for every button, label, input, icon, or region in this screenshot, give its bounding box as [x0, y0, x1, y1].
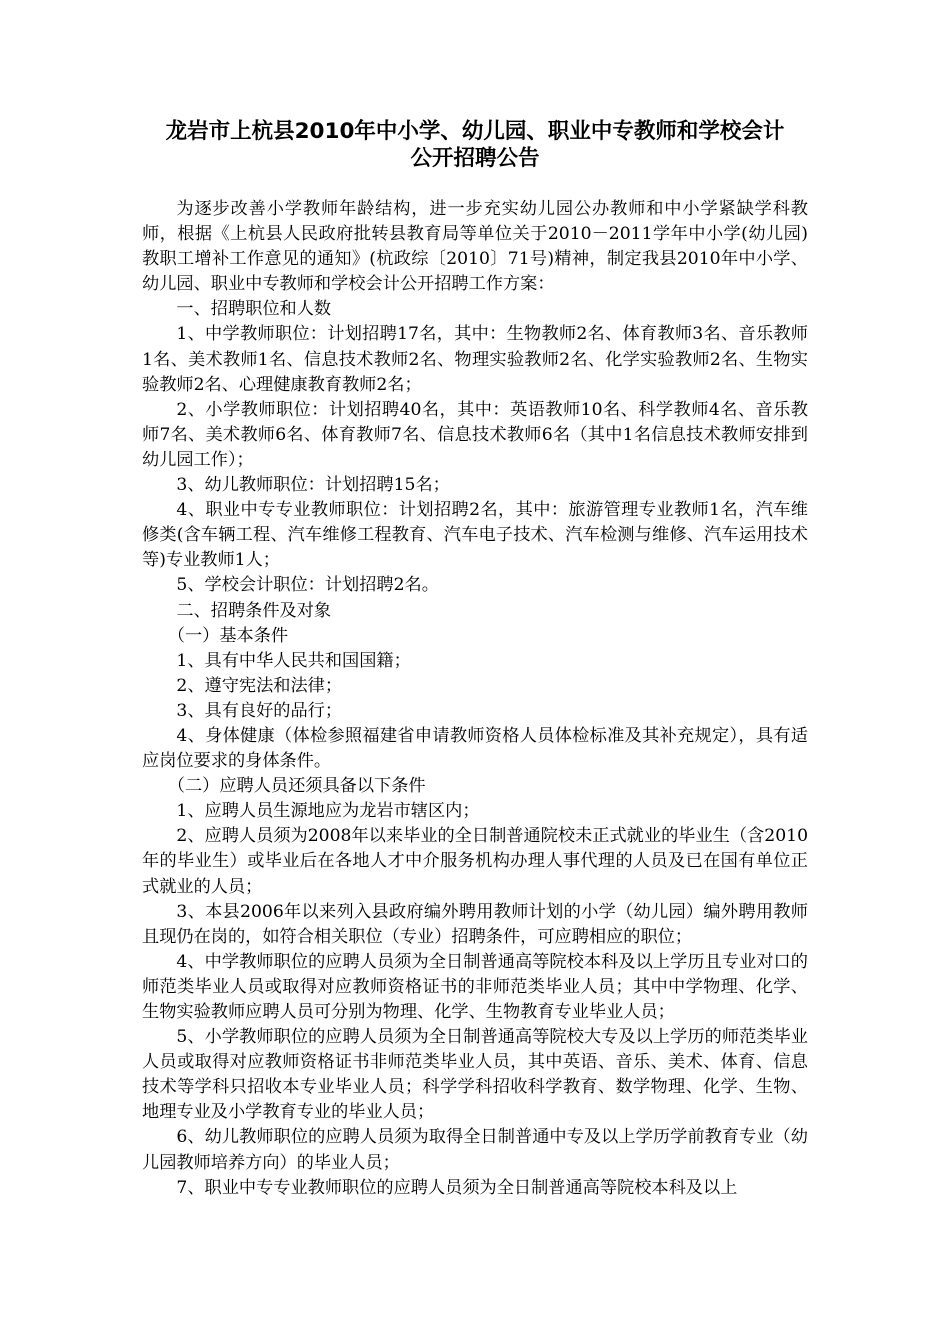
paragraph: 2、应聘人员须为2008年以来毕业的全日制普通院校未正式就业的毕业生（含2010年的毕业生）或毕业后在各地人才中介服务机构办理人事代理的人员及已在国有单位正式就业的人员；	[142, 826, 808, 897]
paragraph-intro: 为逐步改善小学教师年龄结构，进一步充实幼儿园公办教师和中小学紧缺学科教师，根据《上杭县人民政府批转县教育局等单位关于2010－2011学年中小学(幼儿园)教职工增补工作意见的通知》(杭政综〔2010〕71号)精神，制定我县2010年中小学、幼儿园、职业中专教师和学校会计公开招聘工作方案：	[142, 199, 808, 295]
paragraph: 4、中学教师职位的应聘人员须为全日制普通高等院校本科及以上学历且专业对口的师范类毕业人员或取得对应教师资格证书的非师范类毕业人员；其中中学物理、化学、生物实验教师应聘人员可分别为物理、化学、生物教育专业毕业人员；	[142, 951, 808, 1022]
paragraph: 2、小学教师职位：计划招聘40名，其中：英语教师10名、科学教师4名、音乐教师7名、美术教师6名、体育教师7名、信息技术教师6名（其中1名信息技术教师安排到幼儿园工作）；	[142, 399, 808, 470]
paragraph: 1、应聘人员生源地应为龙岩市辖区内；	[176, 801, 480, 822]
section-heading-2: 二、招聘条件及对象	[176, 600, 332, 621]
paragraph: 4、身体健康（体检参照福建省申请教师资格人员体检标准及其补充规定），具有适应岗位要求的身体条件。	[142, 725, 808, 772]
paragraph: 5、小学教师职位的应聘人员须为全日制普通高等院校大专及以上学历的师范类毕业人员或取得对应教师资格证书非师范类毕业人员，其中英语、音乐、美术、体育、信息技术等学科只招收本专业毕业人员；科学学科招收科学教育、数学物理、化学、生物、地理专业及小学教育专业的毕业人员；	[142, 1027, 808, 1123]
section-heading-1: 一、招聘职位和人数	[176, 299, 332, 320]
paragraph: 6、幼儿教师职位的应聘人员须为取得全日制普通中专及以上学历学前教育专业（幼儿园教师培养方向）的毕业人员；	[142, 1127, 808, 1173]
paragraph: 2、遵守宪法和法律；	[176, 675, 343, 696]
document-title	[142, 118, 808, 172]
paragraph: 5、学校会计职位：计划招聘2名。	[176, 575, 439, 596]
title-line-1: 龙岩市上杭县2010年中小学、幼儿园、职业中专教师和学校会计	[165, 119, 785, 144]
paragraph: 1、具有中华人民共和国国籍；	[176, 650, 411, 671]
subsection-heading-2: （二）应聘人员还须具备以下条件	[167, 776, 426, 797]
paragraph: 3、具有良好的品行；	[176, 700, 343, 721]
subsection-heading-1: （一）基本条件	[167, 625, 289, 646]
paragraph: 7、职业中专专业教师职位的应聘人员须为全日制普通高等院校本科及以上	[176, 1177, 738, 1198]
title-line-2: 公开招聘公告	[410, 146, 540, 171]
document-body	[142, 197, 808, 1201]
paragraph: 3、幼儿教师职位：计划招聘15名；	[176, 475, 450, 496]
paragraph: 4、职业中专专业教师职位：计划招聘2名，其中：旅游管理专业教师1名，汽车维修类(含车辆工程、汽车维修工程教育、汽车电子技术、汽车检测与维修、汽车运用技术等)专业教师1人；	[142, 500, 808, 571]
paragraph: 1、中学教师职位：计划招聘17名，其中：生物教师2名、体育教师3名、音乐教师1名、美术教师1名、信息技术教师2名、物理实验教师2名、化学实验教师2名、生物实验教师2名、心理健康教育教师2名；	[142, 324, 808, 395]
paragraph: 3、本县2006年以来列入县政府编外聘用教师计划的小学（幼儿园）编外聘用教师且现仍在岗的，如符合相关职位（专业）招聘条件，可应聘相应的职位；	[142, 901, 808, 947]
